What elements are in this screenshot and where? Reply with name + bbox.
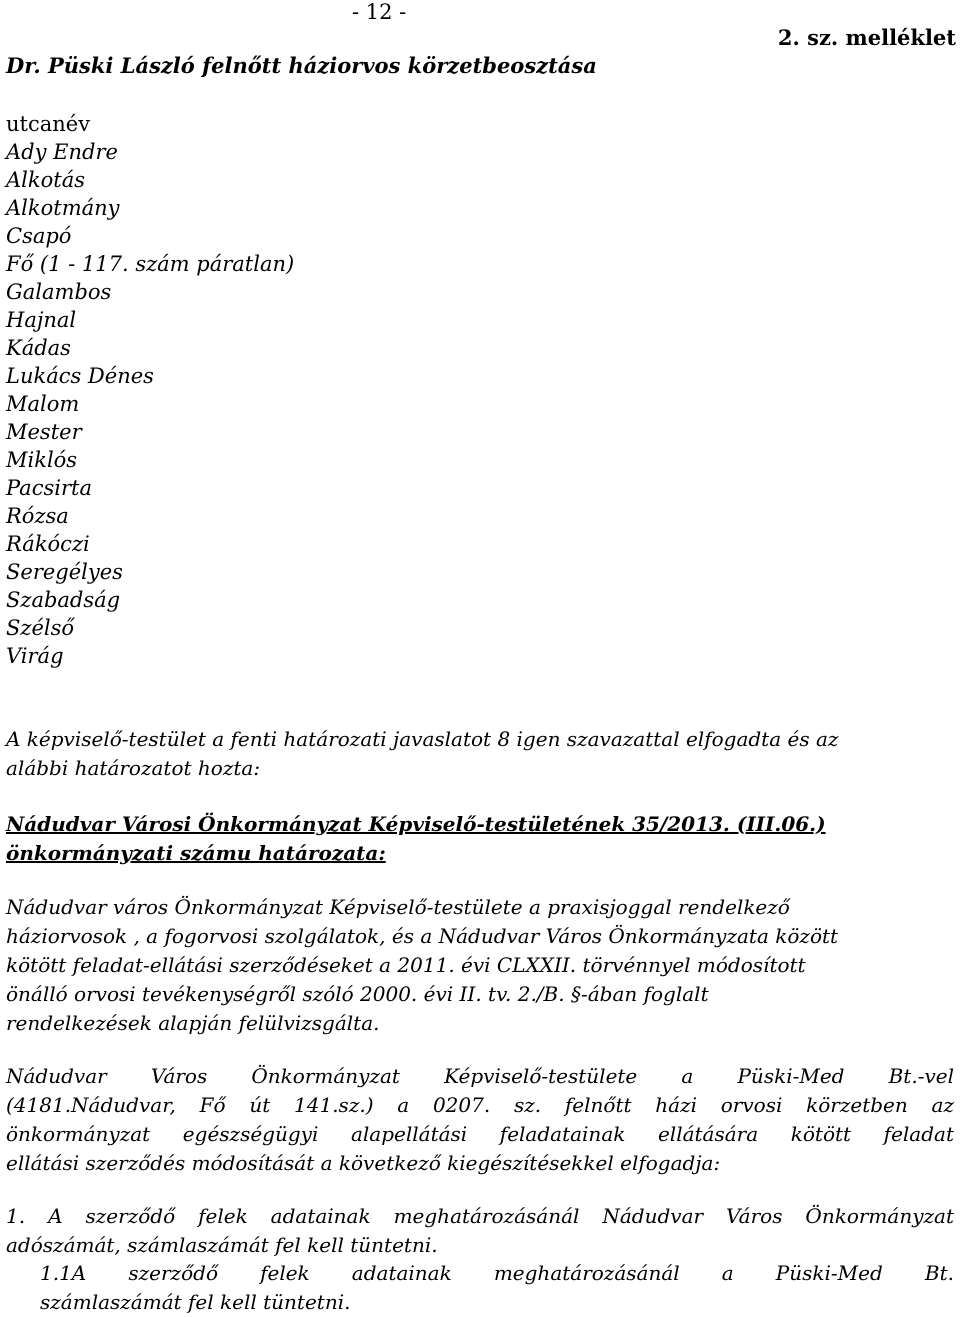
review-paragraph <box>6 893 954 1038</box>
district-heading: Dr. Püski László felnőtt háziorvos körzetbeosztása <box>6 53 597 78</box>
street-item: Virág <box>6 644 64 668</box>
street-item: Rákóczi <box>6 532 90 556</box>
contract-line: ellátási szerződés módosítását a következő kiegészítésekkel elfogadja: <box>6 1151 721 1175</box>
street-item: Galambos <box>6 280 112 304</box>
review-line: rendelkezések alapján felülvizsgálta. <box>6 1011 380 1035</box>
contract-line: (4181.Nádudvar, Fő út 141.sz.) a 0207. sz. felnőtt házi orvosi körzetben az <box>6 1093 954 1117</box>
street-item: Ady Endre <box>6 140 118 164</box>
point-1-1-line: számlaszámát fel kell tüntetni. <box>40 1290 351 1314</box>
review-line: kötött feladat-ellátási szerződéseket a 2011. évi CLXXII. törvénnyel módosított <box>6 953 806 977</box>
contract-line: Nádudvar Város Önkormányzat Képviselő-testülete a Püski-Med Bt.-vel <box>6 1064 954 1088</box>
street-item: Malom <box>6 392 80 416</box>
street-item: Lukács Dénes <box>6 364 154 388</box>
vote-paragraph <box>6 725 954 783</box>
review-line: háziorvosok , a fogorvosi szolgálatok, és a Nádudvar Város Önkormányzata között <box>6 924 839 948</box>
review-line: Nádudvar város Önkormányzat Képviselő-testülete a praxisjoggal rendelkező <box>6 895 790 919</box>
street-list-header: utcanév <box>6 112 91 136</box>
street-item: Mester <box>6 420 82 444</box>
vote-line: A képviselő-testület a fenti határozati javaslatot 8 igen szavazattal elfogadta és az <box>6 727 839 751</box>
resolution-title-line: önkormányzati számu határozata: <box>6 841 386 865</box>
annex-label: 2. sz. melléklet <box>777 25 956 50</box>
street-item: Miklós <box>6 448 78 472</box>
street-item: Alkotmány <box>6 196 120 220</box>
street-list <box>6 110 294 670</box>
street-item: Szélső <box>6 616 75 640</box>
street-item: Pacsirta <box>6 476 92 500</box>
street-item: Szabadság <box>6 588 121 612</box>
street-item: Hajnal <box>6 308 77 332</box>
point-1-line: adószámát, számlaszámát fel kell tüntetni. <box>6 1233 438 1257</box>
resolution-title-line: Nádudvar Városi Önkormányzat Képviselő-testületének 35/2013. (III.06.) <box>6 812 826 836</box>
point-1 <box>6 1202 954 1260</box>
contract-paragraph <box>6 1062 954 1178</box>
point-1-1-line: 1.1A szerződő felek adatainak meghatározásánál a Püski-Med Bt. <box>40 1261 954 1285</box>
point-1-1 <box>40 1259 954 1317</box>
point-1-line: 1. A szerződő felek adatainak meghatározásánál Nádudvar Város Önkormányzat <box>6 1204 954 1228</box>
street-item: Seregélyes <box>6 560 123 584</box>
contract-line: önkormányzat egészségügyi alapellátási feladatainak ellátására kötött feladat <box>6 1122 954 1146</box>
review-line: önálló orvosi tevékenységről szóló 2000. évi II. tv. 2./B. §-ában foglalt <box>6 982 709 1006</box>
street-item: Alkotás <box>6 168 85 192</box>
street-item: Fő (1 - 117. szám páratlan) <box>6 252 295 276</box>
street-item: Rózsa <box>6 504 69 528</box>
page-number: - 12 - <box>352 0 407 24</box>
resolution-title <box>6 810 954 868</box>
vote-line: alábbi határozatot hozta: <box>6 756 261 780</box>
street-item: Csapó <box>6 224 72 248</box>
street-item: Kádas <box>6 336 71 360</box>
